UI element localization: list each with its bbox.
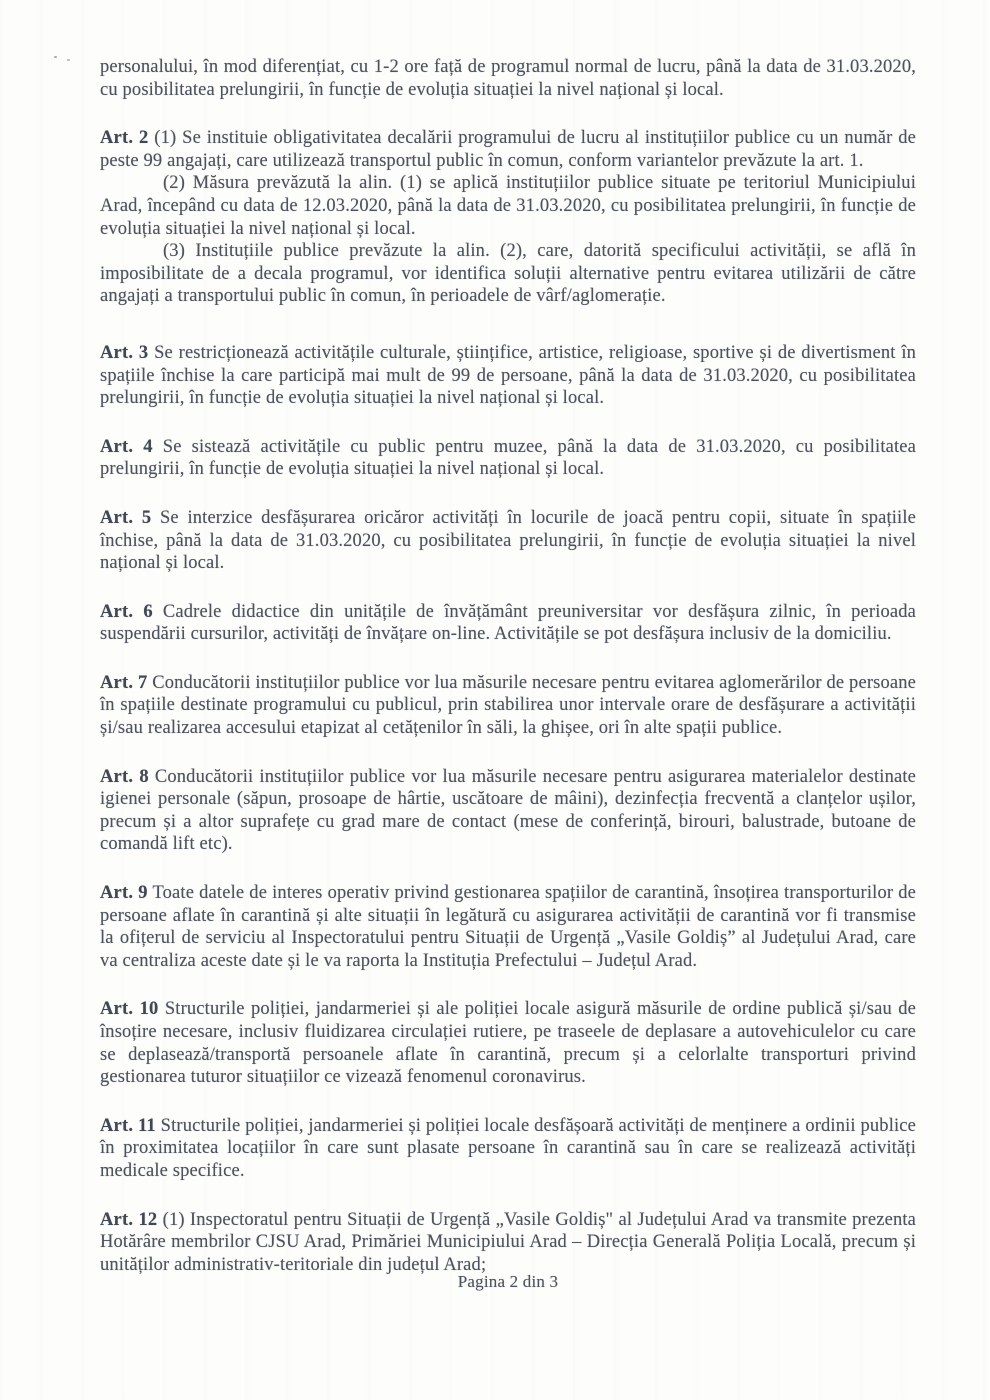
document-paragraph [100,882,916,972]
paragraph-text: Conducătorii instituțiilor publice vor lua măsurile necesare pentru asigurarea materialelor destinate igienei personale (săpun, prosoape de hârtie, uscătoare de mâini), dezinfecția frecventă a clanțelor ușilor, precum și a altor suprafețe cu grad mare de contact (mese de conferință, birouri, balustrade, butoane de comandă lift etc). [100,766,916,855]
document-paragraph [100,436,916,481]
article-number: Art. 2 [100,128,149,149]
paragraph-text: Se sistează activitățile cu public pentru muzee, până la data de 31.03.2020, cu posibilitatea prelungirii, în funcție de evoluția situației la nivel național și local. [100,436,916,480]
article-number: Art. 12 [100,1209,158,1230]
article-number: Art. 6 [100,601,153,622]
paragraph-text: Structurile poliției, jandarmeriei și ale poliției locale asigură măsurile de ordine publică și/sau de însoțire necesare, inclusiv fluidizarea circulației rutiere, pe traseele de deplasare a autovehiculelor cu care se deplasează/transportă persoanele aflate în carantină, precum și a celorlalte transporturi privind gestionarea tuturor situațiilor ce vizează fenomenul coronavirus. [100,999,916,1088]
page-number: Pagina 2 din 3 [457,1272,559,1291]
paragraph-text: personalului, în mod diferențiat, cu 1-2 ore față de programul normal de lucru, până la data de 31.03.2020, cu posibilitatea prelungirii, în funcție de evoluția situației la nivel național și local. [100,57,916,100]
paragraph-text: Se interzice desfășurarea oricăror activități în locurile de joacă pentru copii, situate în spațiile închise, până la data de 31.03.2020, cu posibilitatea prelungirii, în funcție de evoluția situației la nivel național și local. [100,507,916,574]
document-paragraph [100,1115,916,1183]
article-number: Art. 8 [100,766,149,787]
paragraph-text: Structurile poliției, jandarmeriei și poliției locale desfășoară activități de menținere a ordinii publice în proximitatea locațiilor în care sunt plasate persoane în carantină sau în care se realizează activități medicale specifice. [100,1115,916,1181]
paragraph-text: Conducătorii instituțiilor publice vor lua măsurile necesare pentru evitarea aglomerărilor de persoane în spațiile destinate programului cu publicul, prin stabilirea unor intervale orare de desfășurare a activității și/sau realizarea accesului etapizat al cetățenilor în săli, la ghișee, ori în alte spații publice. [100,672,916,739]
document-paragraph [100,998,916,1088]
document-paragraph [100,507,916,575]
document-body [100,56,916,1276]
article-number: Art. 3 [100,342,149,363]
document-paragraph [100,766,916,856]
paragraph-text: Toate datele de interes operativ privind gestionarea spațiilor de carantină, însoțirea transporturilor de persoane aflate în carantină și alte situații în legătură cu asigurarea activității de carantină vor fi transmise la ofițerul de serviciu al Inspectoratului pentru Situații de Urgență „Vasile Goldiș” al Județului Arad, care va centraliza aceste date și le va raporta la Instituția Prefectului – Județul Arad. [100,883,917,971]
document-paragraph [100,601,916,646]
document-paragraph [100,240,916,308]
paragraph-text: (1) Inspectoratul pentru Situații de Urgență „Vasile Goldiș" al Județului Arad va transmite prezenta Hotărâre membrilor CJSU Arad, Primăriei Municipiului Arad – Direcția Generală Poliția Locală, precum și unităților administrativ-teritoriale din județul Arad; [100,1209,916,1275]
article-number: Art. 10 [100,999,159,1020]
document-paragraph [100,672,916,740]
article-number: Art. 7 [100,672,148,693]
document-paragraph [100,172,916,240]
paragraph-text: (2) Măsura prevăzută la alin. (1) se aplică instituțiilor publice situate pe teritoriul Municipiului Arad, începând cu data de 12.03.2020, până la data de 31.03.2020, cu posibilitatea prelungirii, în funcție de evoluția situației la nivel național și local. [100,173,916,239]
paragraph-text: Se restricționează activitățile culturale, științifice, artistice, religioase, sportive și de divertisment în spațiile închise la care participă mai mult de 99 de persoane, până la data de 31.03.2020, cu posibilitatea prelungirii, în funcție de evoluția situației la nivel național și local. [100,342,917,409]
paragraph-text: (3) Instituțiile publice prevăzute la alin. (2), care, datorită specificului activității, se află în imposibilitate de a decala programul, vor identifica soluții alternative pentru evitarea utilizării de către angajați a transportului public în comun, în perioadele de vârf/aglomerație. [100,241,916,307]
article-number: Art. 4 [100,436,153,457]
document-paragraph [100,127,916,172]
article-number: Art. 11 [100,1115,156,1136]
article-number: Art. 5 [100,507,152,528]
scan-artifact [54,56,57,58]
document-paragraph [100,342,916,410]
document-paragraph [100,1209,916,1277]
document-paragraph [100,56,916,101]
article-number: Art. 9 [100,883,148,904]
paragraph-text: Cadrele didactice din unitățile de învățământ preuniversitar vor desfășura zilnic, în perioada suspendării cursurilor, activități de învățare on-line. Activitățile se pot desfășura inclusiv de la domiciliu. [100,601,917,645]
paragraph-text: (1) Se instituie obligativitatea decalării programului de lucru al instituțiilor publice cu un număr de peste 99 angajați, care utilizează transportul public în comun, conform variantelor prevăzute la art. 1. [100,128,916,171]
